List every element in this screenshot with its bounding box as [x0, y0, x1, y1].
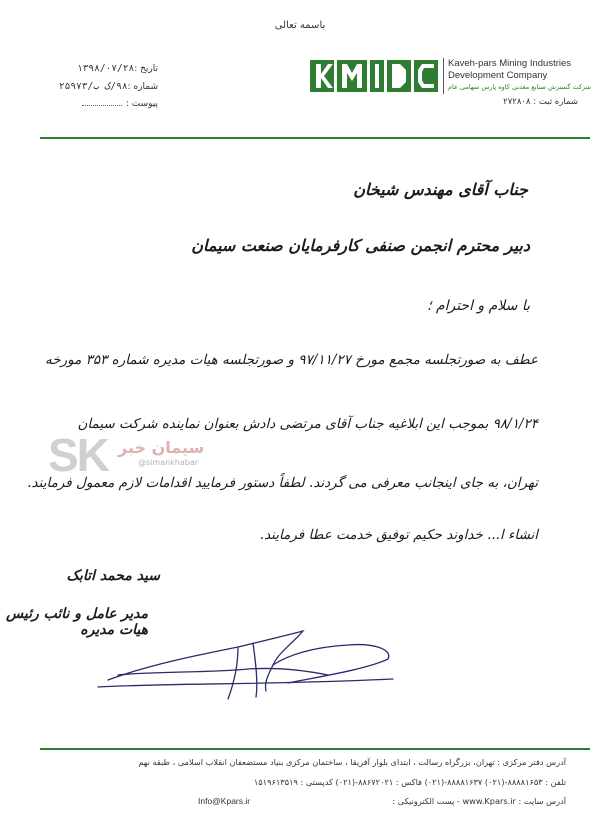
company-name-en-line2: Development Company	[448, 70, 548, 81]
signer-name: سید محمد اتابک	[66, 568, 160, 584]
date-value: ۱۳۹۸/۰۷/۲۸	[76, 63, 135, 74]
company-name-en	[448, 58, 571, 82]
watermark-logo	[48, 428, 108, 482]
company-name-en-line1: Kaveh-pars Mining Industries	[448, 58, 572, 69]
recipient-title: دبیر محترم انجمن صنفی کارفرمایان صنعت سیمان	[191, 236, 530, 255]
header-divider	[40, 137, 590, 139]
number-value: ۹۸/ک ب/۲۵۹۷۳	[58, 81, 128, 92]
greeting: با سلام و احترام ؛	[427, 298, 530, 314]
attachment-label: پیوست :	[125, 99, 158, 109]
body-line-4: انشاء ا... خداوند حکیم توفیق خدمت عطا فرمایند.	[259, 527, 538, 543]
watermark-handle: @simankhabar	[138, 458, 199, 467]
footer-address: آدرس دفتر مرکزی : تهران، بزرگراه رسالت ، ابتدای بلوار آفریقا ، ساختمان مرکزی بنیاد مستضعفان انقلاب اسلامی ، طبقه نهم	[138, 757, 566, 767]
body-line-3: تهران، به جای اینجانب معرفی می گردند. لطفاً دستور فرمایید اقدامات لازم معمول فرمایند.	[27, 475, 538, 491]
attachment-line	[18, 99, 158, 109]
watermark-logo-text: SK	[48, 429, 108, 481]
body-line-1: عطف به صورتجلسه مجمع مورخ ۹۷/۱۱/۲۷ و صورتجلسه هیات مدیره شماره ۳۵۳ مورخه	[45, 352, 538, 368]
watermark-name: سیمان خبر	[118, 438, 205, 457]
registration-number: شماره ثبت : ۲۷۲۸۰۸	[503, 97, 578, 107]
recipient-name: جناب آقای مهندس شیخان	[353, 180, 528, 199]
footer-email: Info@Kpars.ir	[198, 796, 251, 806]
footer-website: آدرس سایت : www.Kpars.ir - پست الکترونیکی :	[392, 796, 566, 806]
number-label: شماره :	[127, 82, 158, 92]
body-line-2: ۹۸/۱/۲۴ بموجب این ابلاغیه جناب آقای مرتضی دادش بعنوان نماینده شرکت سیمان	[77, 416, 538, 432]
footer-phones: تلفن : ۸۸۸۸۱۶۵۳-(۰۲۱) ۸۸۸۸۱۶۳۷-(۰۲۱) فاکس : ۸۸۶۷۲۰۲۱-(۰۲۱) کدپستی : ۱۵۱۹۶۱۳۵۱۹	[253, 777, 566, 787]
date-label: تاریخ :	[134, 64, 158, 74]
attachment-blank	[82, 105, 122, 106]
signer-title: مدیر عامل و نائب رئیس هیات مدیره	[6, 606, 148, 638]
footer-divider	[40, 748, 590, 750]
number-line	[18, 81, 158, 92]
date-line	[18, 63, 158, 74]
invocation-heading: باسمه تعالی	[274, 20, 326, 31]
handwritten-signature	[88, 625, 408, 705]
company-name-fa: شرکت گسترش صنایع معدنی کاوه پارس سهامی عام	[448, 83, 592, 91]
company-logo	[310, 60, 440, 92]
logo-separator	[443, 58, 444, 94]
